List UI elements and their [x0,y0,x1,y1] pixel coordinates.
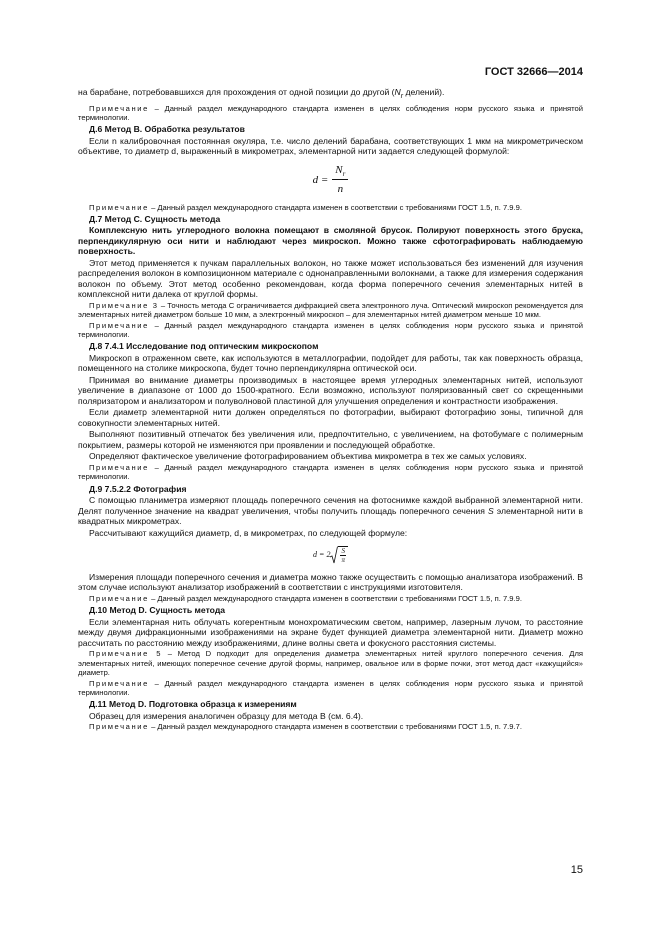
paragraph-d8-3: Если диаметр элементарной нити должен определяться по фотографии, выбирают фотографию зоны, типичной для совокупности элементарных нитей. [78,407,583,428]
paragraph-d10: Если элементарная нить облучать когерентным монохроматическим светом, например, лазерным лучом, то расстояние между двумя дифракционными изображениями на экране будет функцией диаметра элементарной нити. Диаметр можно рассчитать по расстоянию между изображениями, длине волны света и фокусного расстояния системы. [78,616,583,648]
paragraph-d9-2: Рассчитывают кажущийся диаметр, d, в микрометрах, по следующей формуле: [89,527,408,538]
note-terminology: Примечание – Данный раздел международного стандарта изменен в целях соблюдения норм русского языка и принятой терминологии. [78,462,583,482]
section-heading-d6: Д.6 Метод В. Обработка результатов [89,124,245,135]
formula-diameter-method-b: d = $\frac{N_r}{n}$ [78,159,583,201]
note-gost-799: Примечание – Данный раздел международного стандарта изменен в соответствии с требованиями ГОСТ 1.5, п. 7.9.9. [89,593,522,603]
paragraph-d9-1: С помощью планиметра измеряют площадь поперечного сечения на фотоснимке каждой выбранной элементарной нити. Делят полученное значение на квадрат увеличения, чтобы получить площадь поперечного сечения S элементарной нити в квадратных микрометрах. [78,495,583,526]
paragraph-d8-1: Микроскоп в отраженном свете, как используются в металлографии, подойдет для работы, так как поверхность образца, помещенного на столике микроскопа, будет точно перпендикулярна оптической оси. [78,352,583,374]
page-content [78,87,583,733]
paragraph-d7: Этот метод применяется к пучкам параллельных волокон, но также может использоваться без изменений для изучения распределения волокон в композиционном материале с однонаправленными волокнами, а также для измерения содержания волокон по объему. Этот метод особенно рекомендован, когда форма поперечного сечения элементарных нитей в комплексной нити далека от круглой формы. [78,257,583,300]
paragraph-d7-bold: Комплексную нить углеродного волокна помещают в смоляной брусок. Полируют поверхность этого бруска, перпендикулярную оси нити и наблюдают через микроскоп. Можно также сфотографировать наблюдаемую поверхность. [78,225,583,257]
paragraph-d6: Если n калибровочная постоянная окуляра, т.е. число делений барабана, соответствующих 1 мкм на микрометрическом объективе, то диаметр d, выраженный в микрометрах, элементарной нити задается следующей формулой: [78,135,583,157]
section-heading-d9: Д.9 7.5.2.2 Фотография [89,483,187,494]
note-terminology: Примечание – Данный раздел международного стандарта изменен в целях соблюдения норм русского языка и принятой терминологии. [78,320,583,340]
section-heading-d8: Д.8 7.4.1 Исследование под оптическим микроскопом [89,341,319,352]
note-3: Примечание 3 – Точность метода С ограничивается дифракцией света электронного луча. Оптический микроскоп рекомендуется для элементарных нитей диаметром больше 10 мкм, а электронный микроскоп – для элементарных нитей диаметром меньше 10 мкм. [78,300,583,319]
intro-paragraph: на барабане, потребовавшихся для прохождения от одной позиции до другой ($N_r$ делений). [78,87,445,100]
note-gost-797: Примечание – Данный раздел международного стандарта изменен в соответствии с требованиями ГОСТ 1.5, п. 7.9.7. [89,722,522,732]
formula-apparent-diameter: d = 2 S π [78,540,583,570]
note-gost-799: Примечание – Данный раздел международного стандарта изменен в соответствии с требованиями ГОСТ 1.5, п. 7.9.9. [89,202,522,212]
document-header: ГОСТ 32666—2014 [484,66,583,78]
note-terminology: Примечание – Данный раздел международного стандарта изменен в целях соблюдения норм русского языка и принятой терминологии. [78,103,583,122]
paragraph-d8-4: Выполняют позитивный отпечаток без увеличения или, предпочтительно, с увеличением, на фотобумаге с полимерным покрытием, размеры которой не изменяются при проявлении и последующей обработке. [78,429,583,450]
paragraph-d9-3: Измерения площади поперечного сечения и диаметра можно также осуществить с помощью анализатора изображений. В этом случае используют анализатор изображений в соответствии с инструкциями изготовителя. [78,571,583,593]
note-5: Примечание 5 – Метод D подходит для определения диаметра элементарных нитей круглого поперечного сечения. Для элементарных нитей, имеющих поперечное сечение другой формы, например, овальное или в форме почки, этот метод даст «кажущийся» диаметр. [78,649,583,677]
paragraph-d8-5: Определяют фактическое увеличение фотографированием объектива микрометра в тех же самых условиях. [89,451,527,462]
section-heading-d11: Д.11 Метод D. Подготовка образца к измерениям [89,699,297,710]
paragraph-d11: Образец для измерения аналогичен образцу для метода В (см. 6.4). [89,710,364,721]
note-terminology: Примечание – Данный раздел международного стандарта изменен в целях соблюдения норм русского языка и принятой терминологии. [78,678,583,697]
section-heading-d7: Д.7 Метод С. Сущность метода [89,213,221,224]
paragraph-d8-2: Принимая во внимание диаметры производимых в настоящее время углеродных элементарных нитей, используют увеличение в диапазоне от 1000 до 1500-кратного. Если возможно, используют поляризованный свет со скрещенными поляризатором и анализатором и полуволновой пластиной для улучшения определения и контрастности изображения. [78,374,583,406]
page-number: 15 [570,864,583,876]
radical-sign [330,546,338,564]
section-heading-d10: Д.10 Метод D. Сущность метода [89,605,226,616]
